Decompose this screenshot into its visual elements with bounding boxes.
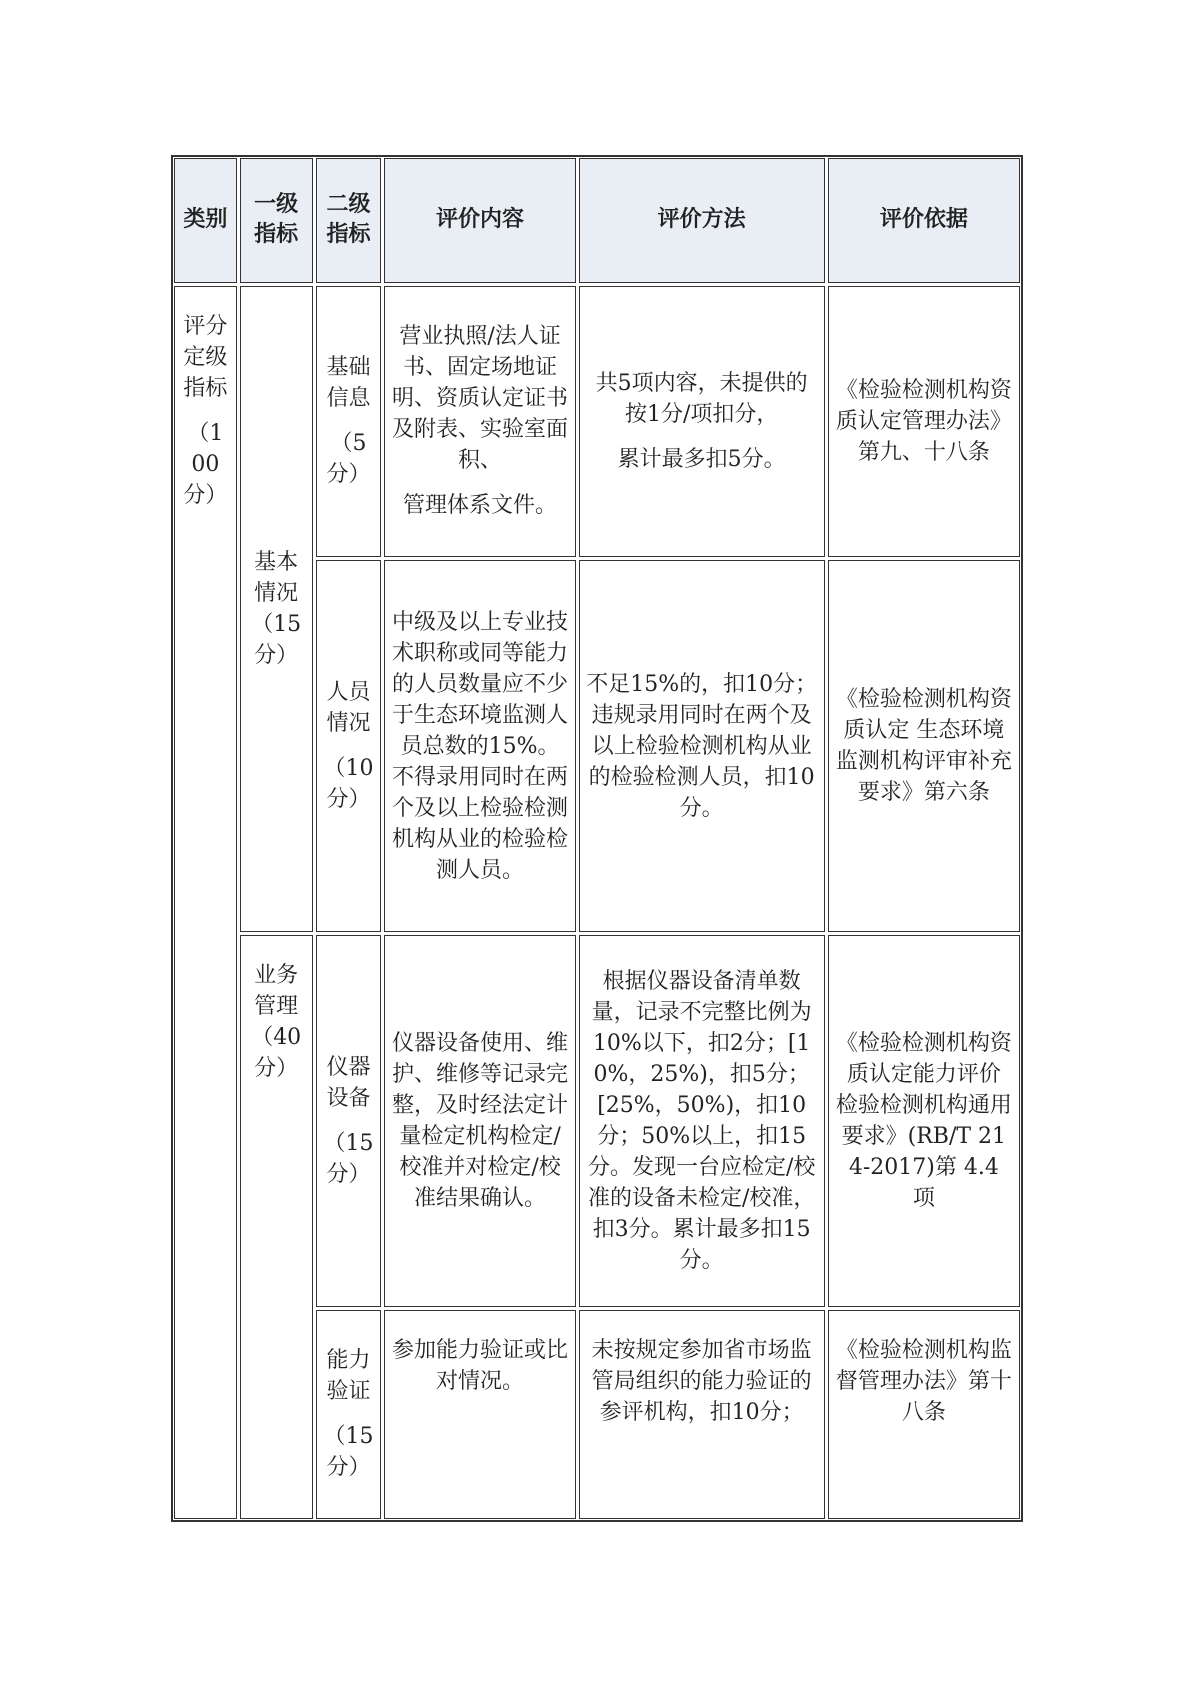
level1-cell-business bbox=[240, 935, 313, 1519]
category-name: 评分定级指标 bbox=[183, 313, 228, 401]
header-level2: 二级指标 bbox=[316, 158, 382, 283]
basis-text: 《检验检测机构监督管理办法》第十八条 bbox=[835, 1337, 1012, 1425]
level2-cell bbox=[316, 1310, 382, 1519]
header-content: 评价内容 bbox=[384, 158, 575, 283]
content-text: 参加能力验证或比对情况。 bbox=[392, 1337, 569, 1394]
header-level1: 一级指标 bbox=[240, 158, 313, 283]
content-text: 仪器设备使用、维护、维修等记录完整，及时经法定计量检定机构检定/校准并对检定/校准结果确认。 bbox=[392, 1030, 569, 1211]
method-text: 累计最多扣5分。 bbox=[617, 446, 786, 472]
header-method: 评价方法 bbox=[579, 158, 825, 283]
method-cell bbox=[579, 560, 825, 932]
content-cell bbox=[384, 935, 575, 1307]
level1-score: （15分） bbox=[251, 611, 302, 668]
method-cell bbox=[579, 286, 825, 557]
content-text: 管理体系文件。 bbox=[403, 493, 558, 519]
header-category: 类别 bbox=[174, 158, 237, 283]
header-row bbox=[174, 158, 1020, 283]
basis-text: 《检验检测机构资质认定管理办法》第九、十八条 bbox=[835, 377, 1012, 465]
method-text: 未按规定参加省市场监管局组织的能力验证的参评机构，扣10分； bbox=[591, 1337, 812, 1425]
level2-score: （15分） bbox=[323, 1130, 374, 1187]
evaluation-table bbox=[171, 155, 1023, 1522]
content-cell bbox=[384, 286, 575, 557]
content-cell bbox=[384, 560, 575, 932]
basis-text: 《检验检测机构资质认定 生态环境监测机构评审补充要求》第六条 bbox=[835, 687, 1012, 805]
level2-score: （15分） bbox=[323, 1424, 374, 1481]
level1-cell-basic bbox=[240, 286, 313, 932]
level1-name: 业务管理 bbox=[254, 962, 299, 1019]
header-basis: 评价依据 bbox=[828, 158, 1020, 283]
method-text: 共5项内容，未提供的按1分/项扣分， bbox=[595, 370, 808, 427]
category-score: （100分） bbox=[183, 420, 228, 508]
method-cell bbox=[579, 1310, 825, 1519]
level2-cell bbox=[316, 560, 382, 932]
content-text: 营业执照/法人证书、固定场地证明、资质认定证书及附表、实验室面积、 bbox=[392, 324, 569, 474]
category-cell bbox=[174, 286, 237, 1519]
basis-cell bbox=[828, 286, 1020, 557]
method-text: 根据仪器设备清单数量，记录不完整比例为10%以下，扣2分；[10%，25%)，扣5分；[25%，50%)，扣10分；50%以上，扣15分。发现一台应检定/校准的设备未检定/校准，扣3分。累计最多扣15分。 bbox=[587, 968, 816, 1273]
basis-cell bbox=[828, 935, 1020, 1307]
table-row bbox=[174, 286, 1020, 557]
level2-cell bbox=[316, 286, 382, 557]
level1-name: 基本情况 bbox=[254, 549, 299, 606]
content-cell bbox=[384, 1310, 575, 1519]
table-row bbox=[174, 935, 1020, 1307]
method-cell bbox=[579, 935, 825, 1307]
content-text: 中级及以上专业技术职称或同等能力的人员数量应不少于生态环境监测人员总数的15%。不得录用同时在两个及以上检验检测机构从业的检验检测人员。 bbox=[392, 609, 569, 883]
basis-cell bbox=[828, 1310, 1020, 1519]
level2-name: 仪器设备 bbox=[326, 1054, 371, 1111]
level2-name: 基础信息 bbox=[326, 355, 371, 412]
level1-score: （40分） bbox=[251, 1024, 302, 1081]
level2-name: 能力验证 bbox=[326, 1348, 371, 1405]
method-text: 不足15%的，扣10分；违规录用同时在两个及以上检验检测机构从业的检验检测人员，扣10分。 bbox=[586, 671, 818, 821]
level2-name: 人员情况 bbox=[326, 680, 371, 736]
level2-score: （10分） bbox=[323, 756, 374, 812]
basis-text: 《检验检测机构资质认定能力评价 检验检测机构通用要求》(RB/T 214-2017)第 4.4 项 bbox=[835, 1030, 1012, 1211]
level2-cell bbox=[316, 935, 382, 1307]
level2-score: （5分） bbox=[326, 431, 371, 488]
basis-cell bbox=[828, 560, 1020, 932]
